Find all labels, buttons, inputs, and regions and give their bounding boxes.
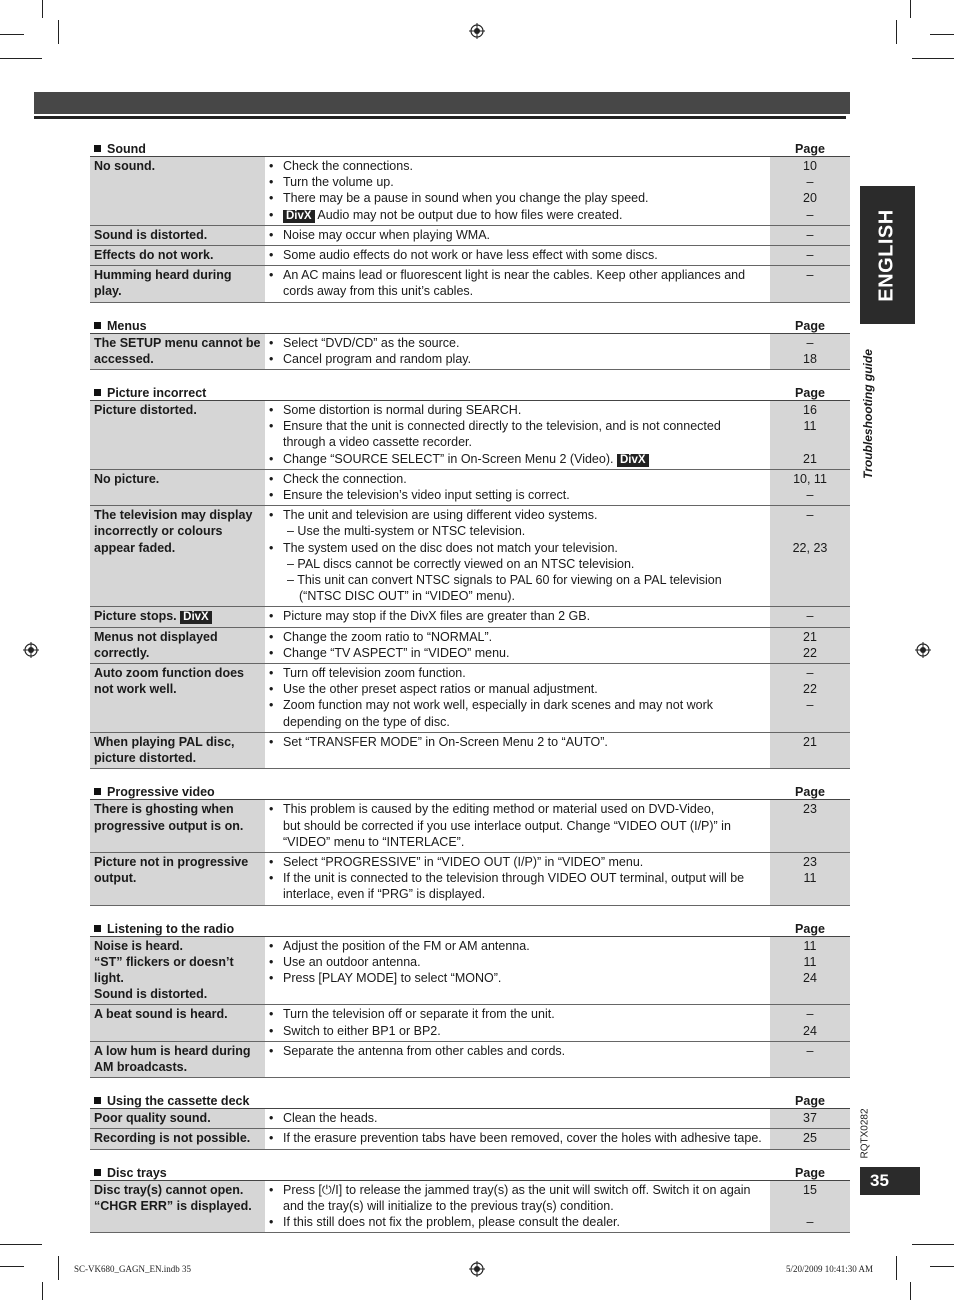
section-title: Sound <box>107 142 146 156</box>
page-cell: – <box>770 226 850 245</box>
page-column-label: Page <box>795 386 825 401</box>
crop-mark <box>0 58 42 59</box>
solution-cell <box>265 226 770 245</box>
solution-item: • Use an outdoor antenna. <box>269 954 764 970</box>
page-cell: – <box>770 246 850 265</box>
solution-item: • DivX Audio may not be output due to how files were created. <box>269 207 764 223</box>
solution-item: • Zoom function may not work well, especially in dark scenes and may not work depending on the type of disc. <box>269 697 764 729</box>
section-header-picture <box>90 382 850 401</box>
solution-cell <box>265 1005 770 1040</box>
page-cell: 16 11 21 <box>770 401 850 469</box>
solution-item: • Some audio effects do not work or have less effect with some discs. <box>269 247 764 263</box>
solution-item: • The unit and television are using different video systems. <box>269 507 764 523</box>
solution-item: • Ensure that the unit is connected directly to the television, and is not connected through a video cassette recorder. <box>269 418 764 450</box>
page-column-label: Page <box>795 1094 825 1109</box>
page-number: 35 <box>860 1167 920 1195</box>
table-row <box>90 401 850 470</box>
solution-item: • Some distortion is normal during SEARCH. <box>269 402 764 418</box>
section-header-progressive <box>90 781 850 800</box>
page-cell: – 18 <box>770 334 850 369</box>
solution-item: • Ensure the television’s video input setting is correct. <box>269 487 764 503</box>
header-bar <box>34 92 850 114</box>
solution-cell <box>265 607 770 626</box>
section-title: Menus <box>107 318 147 333</box>
solution-item: • Turn the volume up. <box>269 174 764 190</box>
solution-item: • Clean the heads. <box>269 1110 764 1126</box>
problem-cell: No sound. <box>90 157 265 225</box>
solution-cell <box>265 470 770 505</box>
table-row <box>90 246 850 266</box>
crop-mark <box>0 34 24 35</box>
page-cell: – <box>770 266 850 301</box>
solution-cell <box>265 664 770 732</box>
page-column-label: Page <box>795 921 825 936</box>
page-cell: 21 <box>770 733 850 768</box>
problem-cell: Menus not displayed correctly. <box>90 628 265 663</box>
problem-cell: Recording is not possible. <box>90 1129 265 1148</box>
problem-cell: The television may display incorrectly or colours appear faded. <box>90 506 265 606</box>
table-row <box>90 226 850 246</box>
section-header-sound <box>90 138 850 157</box>
problem-cell: There is ghosting when progressive output is on. <box>90 800 265 852</box>
table-row <box>90 266 850 302</box>
page-cell: – <box>770 1042 850 1077</box>
problem-cell: No picture. <box>90 470 265 505</box>
table-row <box>90 1042 850 1078</box>
problem-cell: Sound is distorted. <box>90 226 265 245</box>
table-row <box>90 664 850 733</box>
solution-cell <box>265 800 770 852</box>
solution-item: • Change the zoom ratio to “NORMAL”. <box>269 629 764 645</box>
solution-cell <box>265 853 770 905</box>
solution-item: • Noise may occur when playing WMA. <box>269 227 764 243</box>
solution-item: • Check the connection. <box>269 471 764 487</box>
problem-cell: Auto zoom function does not work well. <box>90 664 265 732</box>
page-cell: 10 – 20 – <box>770 157 850 225</box>
solution-item: • There may be a pause in sound when you change the play speed. <box>269 190 764 206</box>
section-header-radio <box>90 918 850 937</box>
solution-item: • Press [⏻/I] to release the jammed tray(s) as the unit will switch off. Switch it on again and the tray(s) will initialize to the previous tray(s) condition. <box>269 1182 764 1214</box>
document-code: RQTX0282 <box>859 1107 871 1159</box>
page-cell: – 22 – <box>770 664 850 732</box>
crop-mark <box>930 1266 954 1267</box>
language-label: ENGLISH <box>875 208 898 302</box>
page-column-label: Page <box>795 785 825 800</box>
solution-item: • Check the connections. <box>269 158 764 174</box>
page-cell: 23 <box>770 800 850 852</box>
crop-mark <box>896 1256 897 1280</box>
problem-cell: Noise is heard. “ST” flickers or doesn’t light. Sound is distorted. <box>90 937 265 1005</box>
solution-item: • Set “TRANSFER MODE” in On-Screen Menu 2 to “AUTO”. <box>269 734 764 750</box>
solution-cell <box>265 937 770 1005</box>
solution-item: • The system used on the disc does not match your television. <box>269 540 764 556</box>
page-cell: – <box>770 607 850 626</box>
table-row <box>90 1109 850 1129</box>
solution-item: • If this still does not fix the problem, please consult the dealer. <box>269 1214 764 1230</box>
divx-badge: DivX <box>180 611 212 624</box>
divx-badge: DivX <box>283 210 315 223</box>
solution-subitem: (“NTSC DISC OUT” in “VIDEO” menu). <box>299 589 515 604</box>
table-row <box>90 1129 850 1149</box>
header-rule <box>34 116 846 119</box>
solution-cell <box>265 266 770 301</box>
solution-item: • This problem is caused by the editing method or material used on DVD-Video, <box>269 801 764 817</box>
registration-mark-icon <box>469 23 485 39</box>
solution-subitem: – Use the multi-system or NTSC television. <box>287 524 526 539</box>
solution-item: • Select “DVD/CD” as the source. <box>269 335 764 351</box>
solution-cell <box>265 401 770 469</box>
solution-cell <box>265 628 770 663</box>
section-title: Using the cassette deck <box>107 1094 250 1109</box>
solution-item: • Change “SOURCE SELECT” in On-Screen Menu 2 (Video). DivX <box>269 451 764 467</box>
page-cell: 37 <box>770 1109 850 1128</box>
table-row <box>90 733 850 769</box>
problem-cell: Picture stops. DivX <box>90 607 265 626</box>
solution-item: • Cancel program and random play. <box>269 351 764 367</box>
solution-item: • Press [PLAY MODE] to select “MONO”. <box>269 970 764 986</box>
problem-cell: When playing PAL disc, picture distorted. <box>90 733 265 768</box>
section-title: Picture incorrect <box>107 386 207 401</box>
solution-cell <box>265 1109 770 1128</box>
registration-mark-icon <box>23 642 39 658</box>
crop-mark <box>42 0 43 18</box>
crop-mark <box>930 34 954 35</box>
solution-item: • If the unit is connected to the television through VIDEO OUT terminal, output will be interlace, even if “PRG” is displayed. <box>269 870 764 902</box>
section-header-menus <box>90 315 850 334</box>
page-cell: 25 <box>770 1129 850 1148</box>
crop-mark <box>912 58 954 59</box>
solution-item: • Turn off television zoom function. <box>269 665 764 681</box>
solution-cell <box>265 733 770 768</box>
section-header-cassette <box>90 1090 850 1109</box>
solution-item-continued: but should be corrected if you use interlace output. Change “VIDEO OUT (I/P)” in “VIDEO” menu to “INTERLACE”. <box>283 818 731 849</box>
page-cell: 10, 11 – <box>770 470 850 505</box>
table-row <box>90 853 850 906</box>
section-header-disc-trays <box>90 1162 850 1181</box>
section-title: Listening to the radio <box>107 921 235 936</box>
table-row <box>90 470 850 506</box>
crop-mark <box>58 1256 59 1280</box>
solution-item: • Change “TV ASPECT” in “VIDEO” menu. <box>269 645 764 661</box>
page-cell: 15 – <box>770 1181 850 1233</box>
solution-cell <box>265 157 770 225</box>
crop-mark <box>896 20 897 44</box>
solution-cell <box>265 1181 770 1233</box>
solution-item: • Turn the television off or separate it from the unit. <box>269 1006 764 1022</box>
problem-cell: Disc tray(s) cannot open. “CHGR ERR” is displayed. <box>90 1181 265 1233</box>
section-title: Disc trays <box>107 1165 167 1180</box>
page-cell: 21 22 <box>770 628 850 663</box>
solution-item: • Select “PROGRESSIVE” in “VIDEO OUT (I/P)” in “VIDEO” menu. <box>269 854 764 870</box>
page-cell: 23 11 <box>770 853 850 905</box>
divx-badge: DivX <box>617 454 649 467</box>
table-row <box>90 1181 850 1234</box>
solution-cell <box>265 246 770 265</box>
problem-cell: Poor quality sound. <box>90 1109 265 1128</box>
crop-mark <box>58 20 59 44</box>
solution-item: • Separate the antenna from other cables and cords. <box>269 1043 764 1059</box>
table-row <box>90 1005 850 1041</box>
crop-mark <box>912 1244 954 1245</box>
problem-cell: Picture distorted. <box>90 401 265 469</box>
solution-item: • Picture may stop if the DivX files are greater than 2 GB. <box>269 608 764 624</box>
solution-cell <box>265 1129 770 1148</box>
solution-subitem: – PAL discs cannot be correctly viewed on an NTSC television. <box>287 556 635 571</box>
solution-cell <box>265 334 770 369</box>
footer-file: SC-VK680_GAGN_EN.indb 35 <box>74 1264 191 1274</box>
footer-timestamp: 5/20/2009 10:41:30 AM <box>786 1264 874 1274</box>
table-row <box>90 157 850 226</box>
crop-mark <box>910 1282 911 1300</box>
problem-cell: Picture not in progressive output. <box>90 853 265 905</box>
page-cell: 11 11 24 <box>770 937 850 1005</box>
table-row <box>90 506 850 607</box>
table-row <box>90 628 850 664</box>
section-label: Troubleshooting guide <box>861 349 875 479</box>
problem-cell: A low hum is heard during AM broadcasts. <box>90 1042 265 1077</box>
crop-mark <box>42 1282 43 1300</box>
crop-mark <box>0 1244 42 1245</box>
problem-cell: The SETUP menu cannot be accessed. <box>90 334 265 369</box>
page-cell: – 24 <box>770 1005 850 1040</box>
crop-mark <box>0 1266 24 1267</box>
table-row <box>90 334 850 370</box>
solution-cell <box>265 506 770 606</box>
solution-item: • An AC mains lead or fluorescent light is near the cables. Keep other appliances and cords away from this unit’s cables. <box>269 267 764 299</box>
solution-item: • Switch to either BP1 or BP2. <box>269 1023 764 1039</box>
solution-item: • Adjust the position of the FM or AM antenna. <box>269 938 764 954</box>
solution-cell <box>265 1042 770 1077</box>
page-cell: – 22, 23 <box>770 506 850 606</box>
page-column-label: Page <box>795 318 825 333</box>
page-column-label: Page <box>795 142 825 156</box>
solution-item: • Use the other preset aspect ratios or manual adjustment. <box>269 681 764 697</box>
solution-subitem: – This unit can convert NTSC signals to PAL 60 for viewing on a PAL television <box>287 573 722 588</box>
problem-cell: Effects do not work. <box>90 246 265 265</box>
registration-mark-icon <box>915 642 931 658</box>
table-row <box>90 937 850 1006</box>
crop-mark <box>910 0 911 18</box>
registration-mark-icon <box>469 1261 485 1277</box>
section-title: Progressive video <box>107 785 215 800</box>
troubleshooting-content <box>90 138 850 1233</box>
solution-item: • If the erasure prevention tabs have been removed, cover the holes with adhesive tape. <box>269 1130 764 1146</box>
problem-cell: Humming heard during play. <box>90 266 265 301</box>
page-column-label: Page <box>795 1165 825 1180</box>
table-row <box>90 800 850 853</box>
problem-cell: A beat sound is heard. <box>90 1005 265 1040</box>
table-row <box>90 607 850 627</box>
